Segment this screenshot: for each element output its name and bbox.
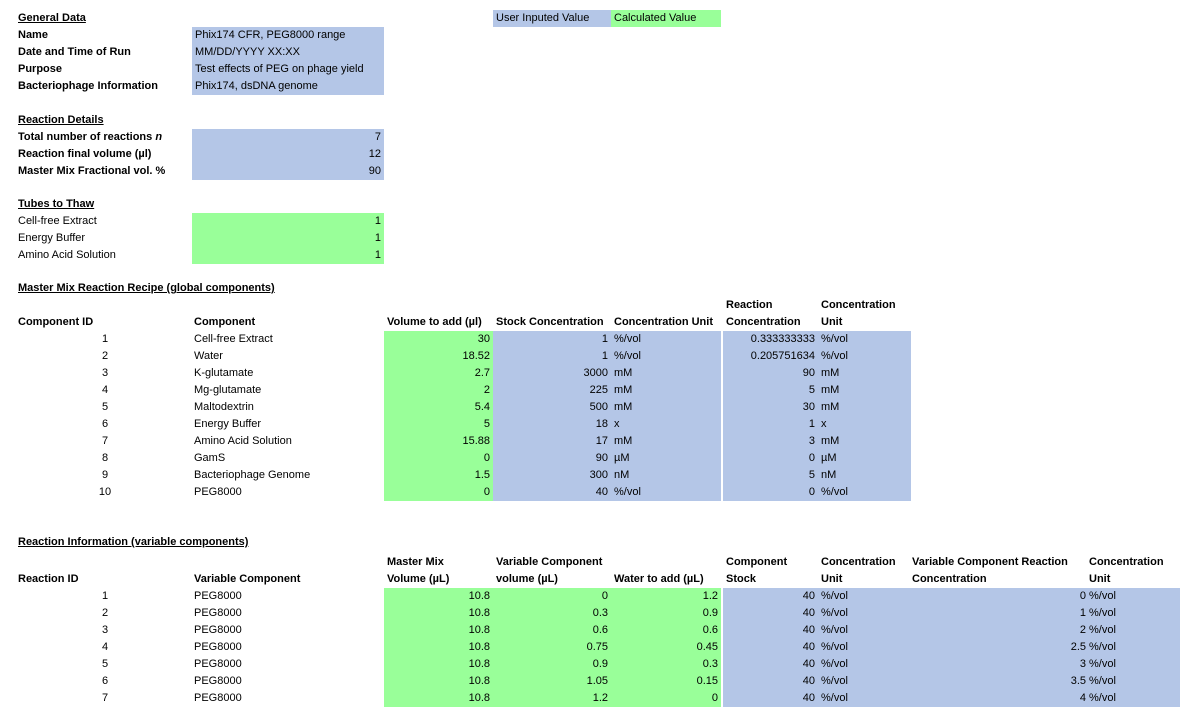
tube-count: 1 bbox=[192, 213, 384, 230]
ri-rxn-conc-input[interactable]: 0 bbox=[911, 588, 1089, 605]
mm-stock-input[interactable]: 300 bbox=[493, 467, 611, 484]
mm-component-name: GamS bbox=[194, 452, 226, 464]
ri-header-rc-1: Variable Component Reaction bbox=[912, 556, 1068, 568]
mm-unit-input[interactable]: %/vol bbox=[611, 484, 721, 501]
ri-variable-volume: 0 bbox=[493, 588, 611, 605]
ri-stock-input[interactable]: 40 bbox=[723, 639, 818, 656]
ri-unit-input[interactable]: %/vol bbox=[818, 673, 911, 690]
ri-stock-input[interactable]: 40 bbox=[723, 588, 818, 605]
ri-rxn-unit-input[interactable]: %/vol bbox=[1089, 656, 1180, 673]
general-label: Purpose bbox=[18, 63, 63, 75]
mm-unit-input[interactable]: mM bbox=[611, 433, 721, 450]
mm-rxn-conc-input[interactable]: 5 bbox=[723, 467, 818, 484]
mm-component-name: Mg-glutamate bbox=[194, 384, 262, 396]
ri-variable-component: PEG8000 bbox=[194, 675, 242, 687]
mm-volume: 18.52 bbox=[384, 348, 493, 365]
mm-volume: 2.7 bbox=[384, 365, 493, 382]
tube-count: 1 bbox=[192, 230, 384, 247]
ri-master-mix-volume: 10.8 bbox=[384, 639, 493, 656]
legend-user-input: User Inputed Value bbox=[493, 10, 611, 27]
mm-unit-input[interactable]: nM bbox=[611, 467, 721, 484]
ri-header-rc-2: Concentration bbox=[912, 573, 987, 585]
mm-header-unit: Concentration Unit bbox=[614, 316, 713, 328]
mm-rxn-conc-input[interactable]: 1 bbox=[723, 416, 818, 433]
tube-label: Amino Acid Solution bbox=[18, 249, 116, 261]
detail-label bbox=[18, 129, 162, 146]
mm-header-rxn-1: Reaction bbox=[726, 299, 773, 311]
mm-rxn-unit-input[interactable]: %/vol bbox=[818, 484, 911, 501]
mm-component-id: 8 bbox=[101, 452, 109, 464]
mm-unit-input[interactable]: mM bbox=[611, 399, 721, 416]
mm-unit-input[interactable]: mM bbox=[611, 382, 721, 399]
mm-rxn-conc-input[interactable]: 0 bbox=[723, 484, 818, 501]
general-value-input[interactable]: Test effects of PEG on phage yield bbox=[192, 61, 384, 78]
mm-stock-input[interactable]: 40 bbox=[493, 484, 611, 501]
mm-component-id: 3 bbox=[101, 367, 109, 379]
ri-header-component: Variable Component bbox=[194, 573, 301, 585]
mm-component-id: 6 bbox=[101, 418, 109, 430]
mm-stock-input[interactable]: 18 bbox=[493, 416, 611, 433]
mm-header-component: Component bbox=[194, 316, 256, 328]
mm-rxn-unit-input[interactable]: mM bbox=[818, 433, 911, 450]
mm-rxn-conc-input[interactable]: 90 bbox=[723, 365, 818, 382]
mm-rxn-conc-input[interactable]: 0.205751634 bbox=[723, 348, 818, 365]
ri-unit-input[interactable]: %/vol bbox=[818, 622, 911, 639]
ri-variable-volume: 0.3 bbox=[493, 605, 611, 622]
detail-value-input[interactable]: 90 bbox=[192, 163, 384, 180]
general-value-input[interactable]: Phix174, dsDNA genome bbox=[192, 78, 384, 95]
mm-unit-input[interactable]: %/vol bbox=[611, 348, 721, 365]
ri-reaction-id: 4 bbox=[101, 641, 109, 653]
mm-rxn-unit-input[interactable]: µM bbox=[818, 450, 911, 467]
detail-label-text: Reaction final volume (µl) bbox=[18, 148, 152, 160]
tube-label: Cell-free Extract bbox=[18, 215, 97, 227]
tube-label: Energy Buffer bbox=[18, 232, 86, 244]
ri-reaction-id: 3 bbox=[101, 624, 109, 636]
ri-rxn-conc-input[interactable]: 1 bbox=[911, 605, 1089, 622]
mm-header-cu-2: Unit bbox=[821, 316, 843, 328]
ri-header-ru-2: Unit bbox=[1089, 573, 1111, 585]
general-value-input[interactable]: MM/DD/YYYY XX:XX bbox=[192, 44, 384, 61]
mm-component-id: 9 bbox=[101, 469, 109, 481]
ri-master-mix-volume: 10.8 bbox=[384, 622, 493, 639]
ri-variable-volume: 0.9 bbox=[493, 656, 611, 673]
general-value-input[interactable]: Phix174 CFR, PEG8000 range bbox=[192, 27, 384, 44]
ri-rxn-unit-input[interactable]: %/vol bbox=[1089, 605, 1180, 622]
ri-header-unit-2: Unit bbox=[821, 573, 843, 585]
mm-header-volume: Volume to add (µl) bbox=[387, 316, 482, 328]
ri-header-mm-1: Master Mix bbox=[387, 556, 444, 568]
ri-unit-input[interactable]: %/vol bbox=[818, 588, 911, 605]
ri-rxn-unit-input[interactable]: %/vol bbox=[1089, 639, 1180, 656]
mm-component-id: 4 bbox=[101, 384, 109, 396]
mm-component-id: 1 bbox=[101, 333, 109, 345]
ri-header-id: Reaction ID bbox=[18, 573, 79, 585]
ri-header-vc-1: Variable Component bbox=[496, 556, 603, 568]
ri-water-to-add: 1.2 bbox=[611, 588, 721, 605]
mm-stock-input[interactable]: 17 bbox=[493, 433, 611, 450]
tubes-title: Tubes to Thaw bbox=[18, 198, 95, 210]
mm-component-name: Amino Acid Solution bbox=[194, 435, 292, 447]
ri-reaction-id: 7 bbox=[101, 692, 109, 704]
mm-rxn-unit-input[interactable]: mM bbox=[818, 365, 911, 382]
ri-variable-component: PEG8000 bbox=[194, 607, 242, 619]
ri-header-mm-2: Volume (µL) bbox=[387, 573, 450, 585]
ri-master-mix-volume: 10.8 bbox=[384, 690, 493, 707]
mm-volume: 5.4 bbox=[384, 399, 493, 416]
detail-label-text: Total number of reactions bbox=[18, 131, 156, 143]
mm-volume: 5 bbox=[384, 416, 493, 433]
detail-label bbox=[18, 163, 165, 180]
ri-rxn-conc-input[interactable]: 4 bbox=[911, 690, 1089, 707]
mm-component-name: K-glutamate bbox=[194, 367, 254, 379]
mm-unit-input[interactable]: mM bbox=[611, 365, 721, 382]
mm-component-id: 7 bbox=[101, 435, 109, 447]
mm-stock-input[interactable]: 90 bbox=[493, 450, 611, 467]
ri-rxn-conc-input[interactable]: 2.5 bbox=[911, 639, 1089, 656]
reaction-info-title: Reaction Information (variable components) bbox=[18, 536, 249, 548]
mm-stock-input[interactable]: 3000 bbox=[493, 365, 611, 382]
general-data-title: General Data bbox=[18, 12, 86, 24]
ri-master-mix-volume: 10.8 bbox=[384, 588, 493, 605]
mm-component-id: 10 bbox=[98, 486, 112, 498]
mm-header-rxn-2: Concentration bbox=[726, 316, 801, 328]
ri-master-mix-volume: 10.8 bbox=[384, 656, 493, 673]
mm-volume: 2 bbox=[384, 382, 493, 399]
ri-variable-component: PEG8000 bbox=[194, 590, 242, 602]
ri-variable-component: PEG8000 bbox=[194, 624, 242, 636]
ri-header-unit-1: Concentration bbox=[821, 556, 896, 568]
mm-stock-input[interactable]: 225 bbox=[493, 382, 611, 399]
mm-stock-input[interactable]: 1 bbox=[493, 348, 611, 365]
ri-master-mix-volume: 10.8 bbox=[384, 673, 493, 690]
mm-header-id: Component ID bbox=[18, 316, 94, 328]
mm-component-name: Energy Buffer bbox=[194, 418, 262, 430]
ri-rxn-conc-input[interactable]: 3.5 bbox=[911, 673, 1089, 690]
ri-rxn-unit-input[interactable]: %/vol bbox=[1089, 588, 1180, 605]
mm-rxn-unit-input[interactable]: %/vol bbox=[818, 348, 911, 365]
mm-rxn-unit-input[interactable]: mM bbox=[818, 399, 911, 416]
ri-stock-input[interactable]: 40 bbox=[723, 605, 818, 622]
general-label: Date and Time of Run bbox=[18, 46, 131, 58]
mm-unit-input[interactable]: µM bbox=[611, 450, 721, 467]
mm-unit-input[interactable]: %/vol bbox=[611, 331, 721, 348]
mm-volume: 0 bbox=[384, 484, 493, 501]
ri-water-to-add: 0.6 bbox=[611, 622, 721, 639]
ri-header-stock-1: Component bbox=[726, 556, 788, 568]
reaction-details-title: Reaction Details bbox=[18, 114, 104, 126]
mm-header-stock: Stock Concentration bbox=[496, 316, 604, 328]
ri-reaction-id: 2 bbox=[101, 607, 109, 619]
ri-stock-input[interactable]: 40 bbox=[723, 690, 818, 707]
mm-component-name: Water bbox=[194, 350, 223, 362]
ri-reaction-id: 5 bbox=[101, 658, 109, 670]
mm-component-name: Maltodextrin bbox=[194, 401, 254, 413]
ri-unit-input[interactable]: %/vol bbox=[818, 605, 911, 622]
mm-component-name: PEG8000 bbox=[194, 486, 242, 498]
general-label: Bacteriophage Information bbox=[18, 80, 158, 92]
detail-value-input[interactable]: 7 bbox=[192, 129, 384, 146]
ri-master-mix-volume: 10.8 bbox=[384, 605, 493, 622]
ri-header-ru-1: Concentration bbox=[1089, 556, 1164, 568]
ri-water-to-add: 0.3 bbox=[611, 656, 721, 673]
tube-count: 1 bbox=[192, 247, 384, 264]
ri-variable-component: PEG8000 bbox=[194, 692, 242, 704]
mm-volume: 1.5 bbox=[384, 467, 493, 484]
ri-water-to-add: 0 bbox=[611, 690, 721, 707]
mm-header-cu-1: Concentration bbox=[821, 299, 896, 311]
mm-component-name: Bacteriophage Genome bbox=[194, 469, 311, 481]
mm-component-name: Cell-free Extract bbox=[194, 333, 273, 345]
mm-stock-input[interactable]: 1 bbox=[493, 331, 611, 348]
ri-unit-input[interactable]: %/vol bbox=[818, 656, 911, 673]
ri-variable-volume: 0.6 bbox=[493, 622, 611, 639]
ri-variable-volume: 1.05 bbox=[493, 673, 611, 690]
ri-header-vc-2: volume (µL) bbox=[496, 573, 558, 585]
ri-rxn-conc-input[interactable]: 3 bbox=[911, 656, 1089, 673]
mm-rxn-conc-input[interactable]: 3 bbox=[723, 433, 818, 450]
mm-rxn-conc-input[interactable]: 5 bbox=[723, 382, 818, 399]
mm-stock-input[interactable]: 500 bbox=[493, 399, 611, 416]
mm-rxn-unit-input[interactable]: mM bbox=[818, 382, 911, 399]
ri-header-stock-2: Stock bbox=[726, 573, 756, 585]
ri-rxn-conc-input[interactable]: 2 bbox=[911, 622, 1089, 639]
mm-unit-input[interactable]: x bbox=[611, 416, 721, 433]
mm-rxn-unit-input[interactable]: x bbox=[818, 416, 911, 433]
ri-rxn-unit-input[interactable]: %/vol bbox=[1089, 673, 1180, 690]
ri-reaction-id: 1 bbox=[101, 590, 109, 602]
mm-volume: 15.88 bbox=[384, 433, 493, 450]
ri-variable-volume: 0.75 bbox=[493, 639, 611, 656]
mm-rxn-unit-input[interactable]: nM bbox=[818, 467, 911, 484]
ri-unit-input[interactable]: %/vol bbox=[818, 690, 911, 707]
ri-water-to-add: 0.45 bbox=[611, 639, 721, 656]
ri-header-water: Water to add (µL) bbox=[614, 573, 704, 585]
ri-rxn-unit-input[interactable]: %/vol bbox=[1089, 622, 1180, 639]
ri-variable-component: PEG8000 bbox=[194, 658, 242, 670]
ri-variable-component: PEG8000 bbox=[194, 641, 242, 653]
ri-water-to-add: 0.9 bbox=[611, 605, 721, 622]
ri-stock-input[interactable]: 40 bbox=[723, 673, 818, 690]
ri-water-to-add: 0.15 bbox=[611, 673, 721, 690]
ri-rxn-unit-input[interactable]: %/vol bbox=[1089, 690, 1180, 707]
ri-reaction-id: 6 bbox=[101, 675, 109, 687]
detail-label bbox=[18, 146, 151, 163]
legend-calculated: Calculated Value bbox=[611, 10, 721, 27]
mm-component-id: 2 bbox=[101, 350, 109, 362]
ri-variable-volume: 1.2 bbox=[493, 690, 611, 707]
detail-label-variable: n bbox=[155, 131, 163, 143]
mm-rxn-conc-input[interactable]: 30 bbox=[723, 399, 818, 416]
detail-label-text: Master Mix Fractional vol. % bbox=[18, 165, 166, 177]
mm-volume: 0 bbox=[384, 450, 493, 467]
ri-unit-input[interactable]: %/vol bbox=[818, 639, 911, 656]
master-mix-title: Master Mix Reaction Recipe (global components) bbox=[18, 282, 275, 294]
mm-rxn-conc-input[interactable]: 0.333333333 bbox=[723, 331, 818, 348]
general-label: Name bbox=[18, 29, 48, 41]
ri-stock-input[interactable]: 40 bbox=[723, 656, 818, 673]
detail-value-input[interactable]: 12 bbox=[192, 146, 384, 163]
mm-rxn-conc-input[interactable]: 0 bbox=[723, 450, 818, 467]
mm-component-id: 5 bbox=[101, 401, 109, 413]
ri-stock-input[interactable]: 40 bbox=[723, 622, 818, 639]
mm-rxn-unit-input[interactable]: %/vol bbox=[818, 331, 911, 348]
mm-volume: 30 bbox=[384, 331, 493, 348]
